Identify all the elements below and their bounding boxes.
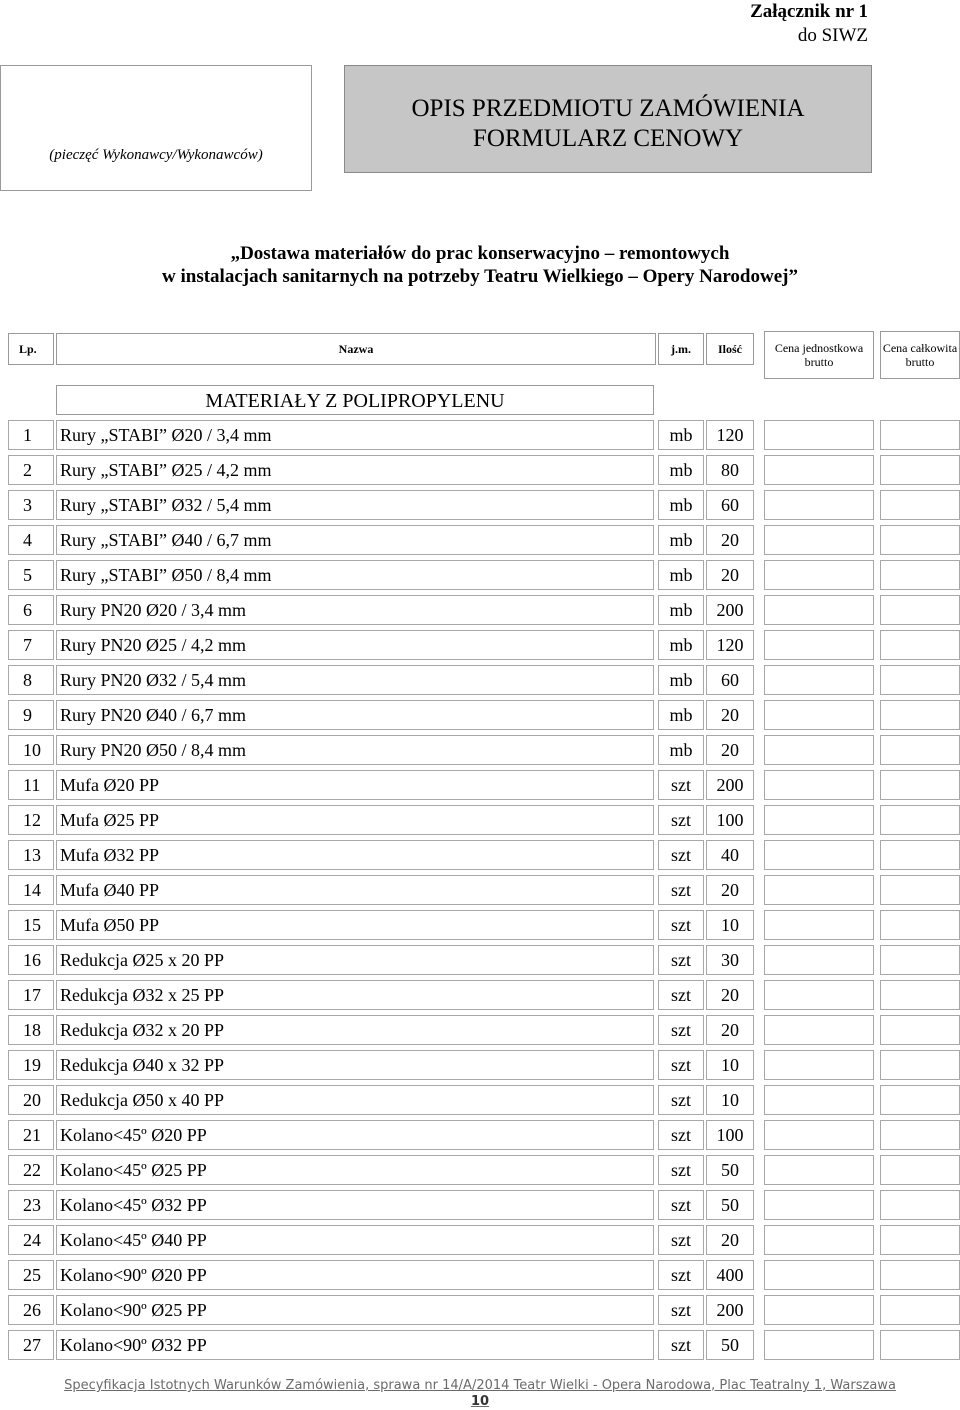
row-unit-price-field[interactable] (764, 1190, 874, 1220)
row-unit: mb (658, 700, 704, 730)
row-total-price-field[interactable] (880, 1225, 960, 1255)
row-qty: 100 (706, 1120, 754, 1150)
row-unit-price-field[interactable] (764, 700, 874, 730)
row-lp: 23 (8, 1190, 54, 1220)
row-name: Rury „STABI” Ø40 / 6,7 mm (56, 525, 654, 555)
row-qty: 20 (706, 560, 754, 590)
footer-text: Specyfikacja Istotnych Warunków Zamówienia, sprawa nr 14/A/2014 Teatr Wielki - Opera Narodowa, Plac Teatralny 1, Warszawa (64, 1378, 896, 1393)
row-name: Mufa Ø20 PP (56, 770, 654, 800)
row-total-price-field[interactable] (880, 1260, 960, 1290)
row-unit-price-field[interactable] (764, 840, 874, 870)
row-lp: 11 (8, 770, 54, 800)
row-unit-price-field[interactable] (764, 1085, 874, 1115)
row-unit-price-field[interactable] (764, 1260, 874, 1290)
subject-line-2: w instalacjach sanitarnych na potrzeby Teatru Wielkiego – Opery Narodowej” (162, 266, 798, 287)
row-unit: szt (658, 875, 704, 905)
row-lp: 16 (8, 945, 54, 975)
row-unit: szt (658, 1120, 704, 1150)
row-name: Redukcja Ø25 x 20 PP (56, 945, 654, 975)
title-line-1: OPIS PRZEDMIOTU ZAMÓWIENIA (411, 95, 805, 122)
row-name: Kolano<90º Ø32 PP (56, 1330, 654, 1360)
row-lp: 6 (8, 595, 54, 625)
row-total-price-field[interactable] (880, 735, 960, 765)
row-total-price-field[interactable] (880, 630, 960, 660)
row-total-price-field[interactable] (880, 1120, 960, 1150)
row-lp: 3 (8, 490, 54, 520)
row-lp: 5 (8, 560, 54, 590)
row-lp: 22 (8, 1155, 54, 1185)
row-unit: mb (658, 735, 704, 765)
row-name: Mufa Ø40 PP (56, 875, 654, 905)
row-name: Rury PN20 Ø40 / 6,7 mm (56, 700, 654, 730)
row-unit-price-field[interactable] (764, 1295, 874, 1325)
row-total-price-field[interactable] (880, 455, 960, 485)
row-lp: 26 (8, 1295, 54, 1325)
row-qty: 20 (706, 1225, 754, 1255)
row-total-price-field[interactable] (880, 1050, 960, 1080)
row-total-price-field[interactable] (880, 560, 960, 590)
row-unit: szt (658, 1015, 704, 1045)
row-qty: 120 (706, 630, 754, 660)
row-lp: 17 (8, 980, 54, 1010)
row-qty: 10 (706, 1085, 754, 1115)
row-qty: 200 (706, 770, 754, 800)
contractor-stamp-box (0, 65, 312, 191)
row-qty: 20 (706, 875, 754, 905)
header-unit-price: Cena jednostkowa brutto (764, 331, 874, 379)
header-lp: Lp. (8, 333, 54, 365)
row-total-price-field[interactable] (880, 700, 960, 730)
row-name: Rury „STABI” Ø50 / 8,4 mm (56, 560, 654, 590)
row-lp: 12 (8, 805, 54, 835)
row-unit-price-field[interactable] (764, 770, 874, 800)
row-unit-price-field[interactable] (764, 945, 874, 975)
row-unit: szt (658, 1085, 704, 1115)
row-lp: 4 (8, 525, 54, 555)
row-unit: szt (658, 1155, 704, 1185)
row-total-price-field[interactable] (880, 490, 960, 520)
title-line-2: FORMULARZ CENOWY (472, 125, 744, 152)
row-name: Mufa Ø25 PP (56, 805, 654, 835)
header-qty: Ilość (706, 333, 754, 365)
row-unit-price-field[interactable] (764, 1120, 874, 1150)
row-lp: 1 (8, 420, 54, 450)
subject-line-1: „Dostawa materiałów do prac konserwacyjno – remontowych (230, 243, 730, 264)
row-qty: 60 (706, 665, 754, 695)
row-qty: 200 (706, 1295, 754, 1325)
row-name: Rury PN20 Ø32 / 5,4 mm (56, 665, 654, 695)
row-unit-price-field[interactable] (764, 1330, 874, 1360)
row-unit-price-field[interactable] (764, 910, 874, 940)
row-unit: mb (658, 455, 704, 485)
row-unit-price-field[interactable] (764, 805, 874, 835)
row-total-price-field[interactable] (880, 1155, 960, 1185)
row-qty: 20 (706, 525, 754, 555)
attachment-number: Załącznik nr 1 (750, 1, 868, 22)
page-number: 10 (470, 1394, 490, 1409)
stamp-label: (pieczęć Wykonawcy/Wykonawców) (49, 147, 263, 163)
row-unit: szt (658, 805, 704, 835)
row-total-price-field[interactable] (880, 1015, 960, 1045)
row-total-price-field[interactable] (880, 595, 960, 625)
row-name: Rury „STABI” Ø32 / 5,4 mm (56, 490, 654, 520)
row-unit: mb (658, 420, 704, 450)
row-unit: mb (658, 665, 704, 695)
row-lp: 20 (8, 1085, 54, 1115)
row-qty: 20 (706, 735, 754, 765)
row-unit: szt (658, 1295, 704, 1325)
row-qty: 10 (706, 1050, 754, 1080)
row-lp: 9 (8, 700, 54, 730)
row-qty: 200 (706, 595, 754, 625)
row-unit-price-field[interactable] (764, 980, 874, 1010)
row-qty: 10 (706, 910, 754, 940)
row-qty: 20 (706, 700, 754, 730)
row-lp: 27 (8, 1330, 54, 1360)
row-lp: 18 (8, 1015, 54, 1045)
row-name: Mufa Ø50 PP (56, 910, 654, 940)
row-qty: 80 (706, 455, 754, 485)
row-unit: szt (658, 980, 704, 1010)
row-unit-price-field[interactable] (764, 630, 874, 660)
row-qty: 100 (706, 805, 754, 835)
page-footer (0, 1378, 960, 1410)
row-name: Redukcja Ø40 x 32 PP (56, 1050, 654, 1080)
attachment-label (750, 0, 868, 48)
row-unit-price-field[interactable] (764, 560, 874, 590)
header-total-price: Cena całkowita brutto (880, 331, 960, 379)
row-unit-price-field[interactable] (764, 735, 874, 765)
row-name: Redukcja Ø32 x 20 PP (56, 1015, 654, 1045)
row-name: Rury „STABI” Ø20 / 3,4 mm (56, 420, 654, 450)
row-total-price-field[interactable] (880, 910, 960, 940)
document-title-box (344, 65, 872, 173)
row-unit: szt (658, 1260, 704, 1290)
row-unit-price-field[interactable] (764, 595, 874, 625)
row-unit-price-field[interactable] (764, 455, 874, 485)
attachment-ref: do SIWZ (797, 25, 868, 46)
row-unit: szt (658, 840, 704, 870)
row-lp: 24 (8, 1225, 54, 1255)
row-unit: szt (658, 945, 704, 975)
row-lp: 19 (8, 1050, 54, 1080)
row-unit: szt (658, 1190, 704, 1220)
row-total-price-field[interactable] (880, 1295, 960, 1325)
row-total-price-field[interactable] (880, 420, 960, 450)
section-title: MATERIAŁY Z POLIPROPYLENU (56, 385, 654, 415)
row-total-price-field[interactable] (880, 840, 960, 870)
row-name: Kolano<45º Ø25 PP (56, 1155, 654, 1185)
row-total-price-field[interactable] (880, 1085, 960, 1115)
row-unit: mb (658, 630, 704, 660)
row-unit: mb (658, 560, 704, 590)
row-unit-price-field[interactable] (764, 1050, 874, 1080)
row-lp: 15 (8, 910, 54, 940)
row-qty: 30 (706, 945, 754, 975)
row-qty: 400 (706, 1260, 754, 1290)
row-unit: szt (658, 1330, 704, 1360)
row-name: Rury PN20 Ø20 / 3,4 mm (56, 595, 654, 625)
row-qty: 120 (706, 420, 754, 450)
row-lp: 2 (8, 455, 54, 485)
row-unit-price-field[interactable] (764, 1225, 874, 1255)
row-name: Rury PN20 Ø50 / 8,4 mm (56, 735, 654, 765)
row-unit: szt (658, 770, 704, 800)
row-name: Kolano<90º Ø20 PP (56, 1260, 654, 1290)
row-lp: 7 (8, 630, 54, 660)
row-lp: 25 (8, 1260, 54, 1290)
row-unit: szt (658, 910, 704, 940)
row-lp: 8 (8, 665, 54, 695)
row-total-price-field[interactable] (880, 945, 960, 975)
row-unit-price-field[interactable] (764, 665, 874, 695)
row-qty: 40 (706, 840, 754, 870)
row-qty: 50 (706, 1190, 754, 1220)
row-unit: mb (658, 595, 704, 625)
row-name: Kolano<45º Ø20 PP (56, 1120, 654, 1150)
row-lp: 21 (8, 1120, 54, 1150)
row-qty: 60 (706, 490, 754, 520)
row-lp: 14 (8, 875, 54, 905)
row-total-price-field[interactable] (880, 525, 960, 555)
row-total-price-field[interactable] (880, 1190, 960, 1220)
row-unit: mb (658, 525, 704, 555)
row-qty: 20 (706, 1015, 754, 1045)
row-unit-price-field[interactable] (764, 490, 874, 520)
row-unit-price-field[interactable] (764, 1155, 874, 1185)
row-total-price-field[interactable] (880, 875, 960, 905)
row-unit: szt (658, 1225, 704, 1255)
row-qty: 50 (706, 1330, 754, 1360)
row-name: Kolano<45º Ø40 PP (56, 1225, 654, 1255)
row-unit: mb (658, 490, 704, 520)
row-name: Rury „STABI” Ø25 / 4,2 mm (56, 455, 654, 485)
header-name: Nazwa (56, 333, 656, 365)
row-qty: 20 (706, 980, 754, 1010)
header-unit: j.m. (658, 333, 704, 365)
row-total-price-field[interactable] (880, 980, 960, 1010)
order-subject (0, 242, 960, 288)
row-name: Mufa Ø32 PP (56, 840, 654, 870)
row-name: Redukcja Ø32 x 25 PP (56, 980, 654, 1010)
row-unit-price-field[interactable] (764, 420, 874, 450)
row-name: Kolano<90º Ø25 PP (56, 1295, 654, 1325)
row-total-price-field[interactable] (880, 770, 960, 800)
row-name: Kolano<45º Ø32 PP (56, 1190, 654, 1220)
row-unit-price-field[interactable] (764, 1015, 874, 1045)
row-total-price-field[interactable] (880, 665, 960, 695)
row-total-price-field[interactable] (880, 1330, 960, 1360)
row-total-price-field[interactable] (880, 805, 960, 835)
row-unit-price-field[interactable] (764, 875, 874, 905)
row-unit: szt (658, 1050, 704, 1080)
row-qty: 50 (706, 1155, 754, 1185)
row-name: Rury PN20 Ø25 / 4,2 mm (56, 630, 654, 660)
row-lp: 13 (8, 840, 54, 870)
row-unit-price-field[interactable] (764, 525, 874, 555)
row-lp: 10 (8, 735, 54, 765)
row-name: Redukcja Ø50 x 40 PP (56, 1085, 654, 1115)
